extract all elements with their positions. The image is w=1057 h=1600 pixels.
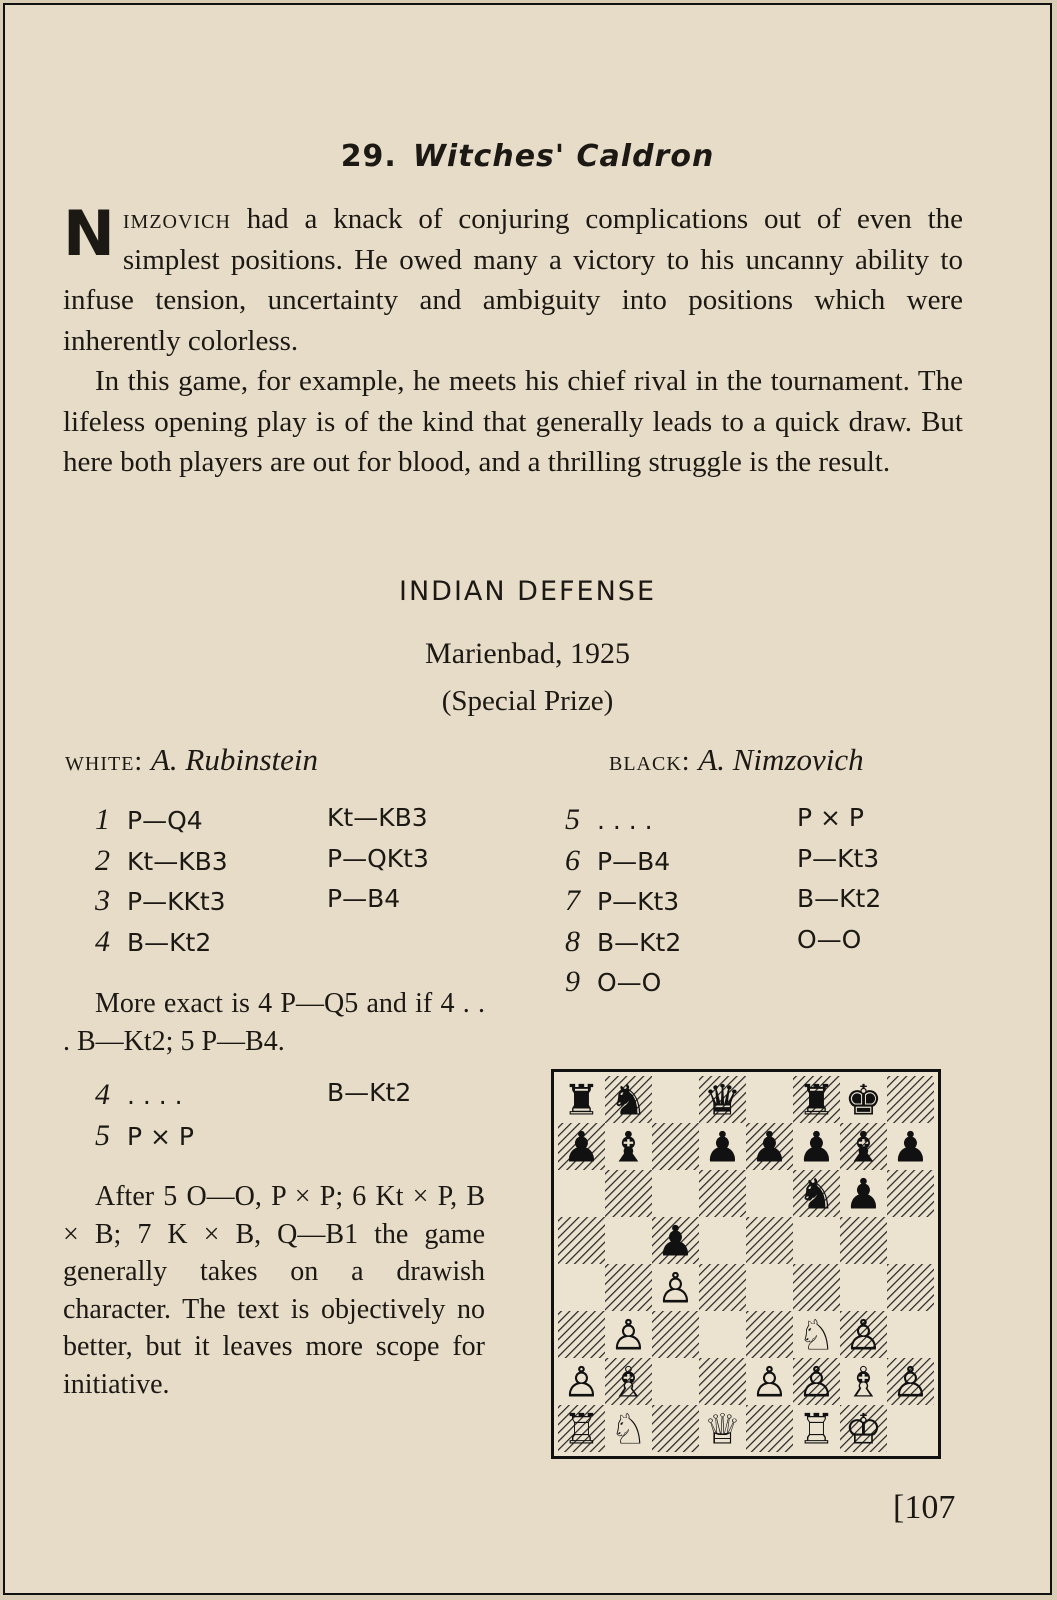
white-bishop-icon: ♗ [844, 1357, 883, 1407]
board-square [840, 1264, 887, 1311]
move-number: 1 [95, 803, 110, 836]
move-row [95, 925, 211, 965]
white-move: Kt—KB3 [127, 846, 228, 876]
white-player [65, 742, 318, 778]
book-page [3, 3, 1052, 1595]
move-number: 9 [565, 965, 580, 998]
black-move: B—Kt2 [797, 884, 882, 913]
move-row [565, 803, 864, 843]
black-label: black: [609, 746, 691, 777]
black-rook-icon: ♜ [797, 1076, 836, 1125]
board-square [746, 1264, 793, 1311]
black-bishop-icon: ♝ [609, 1122, 648, 1172]
black-pawn-icon: ♟ [750, 1122, 789, 1172]
white-label: white: [65, 746, 144, 777]
chapter-name: Witches' Caldron [412, 139, 715, 174]
venue: Marienbad, 1925 [425, 637, 630, 670]
note-move-4: More exact is 4 P—Q5 and if 4 . . . B—Kt2; 5 P—B4. [63, 988, 485, 1057]
black-knight-icon: ♞ [797, 1169, 836, 1219]
white-pawn-icon: ♙ [891, 1357, 930, 1407]
board-square [652, 1405, 699, 1452]
black-move: P—B4 [327, 884, 401, 913]
white-move: P—B4 [597, 846, 671, 876]
board-square [605, 1217, 652, 1264]
drop-cap: N [63, 197, 115, 270]
black-move: Kt—KB3 [327, 803, 428, 832]
white-move: P × P [127, 1121, 194, 1151]
move-row [565, 965, 661, 1005]
board-square [887, 1264, 934, 1311]
black-knight-icon: ♞ [609, 1076, 648, 1125]
white-pawn-icon: ♙ [750, 1357, 789, 1407]
white-move: P—Kt3 [597, 887, 680, 916]
white-pawn-icon: ♙ [656, 1263, 695, 1313]
board-square [652, 1311, 699, 1358]
board-square [699, 1170, 746, 1217]
move-number: 8 [565, 924, 580, 958]
note-move-5: After 5 O—O, P × P; 6 Kt × P, B × B; 7 K × B, Q—B1 the game generally takes on a drawish character. The text is objectively no better, but it leaves more scope for initiative. [63, 1181, 485, 1400]
black-pawn-icon: ♟ [797, 1122, 836, 1172]
page-number: [107 [893, 1489, 956, 1526]
move-number: 5 [565, 803, 580, 836]
white-bishop-icon: ♗ [609, 1357, 648, 1407]
board-square [558, 1170, 605, 1217]
board-square [605, 1264, 652, 1311]
board-square [887, 1170, 934, 1217]
white-move: B—Kt2 [127, 927, 212, 957]
board-square [652, 1076, 699, 1123]
board-square [699, 1311, 746, 1358]
board-square [699, 1264, 746, 1311]
board-square [887, 1217, 934, 1264]
black-pawn-icon: ♟ [703, 1122, 742, 1172]
intro-paragraph [63, 199, 963, 361]
move-row [565, 884, 882, 924]
board-square [699, 1358, 746, 1405]
black-bishop-icon: ♝ [844, 1122, 883, 1172]
move-number: 7 [565, 884, 580, 917]
prize: (Special Prize) [441, 685, 614, 717]
board-square [652, 1358, 699, 1405]
board-square [887, 1311, 934, 1358]
white-rook-icon: ♖ [562, 1404, 601, 1452]
white-queen-icon: ♕ [703, 1404, 742, 1452]
board-square [558, 1264, 605, 1311]
black-move: P—QKt3 [327, 843, 429, 873]
move-row [565, 843, 880, 884]
opening-name: INDIAN DEFENSE [399, 576, 656, 607]
move-number: 2 [95, 843, 110, 877]
white-move: . . . . [597, 806, 653, 835]
chess-diagram [551, 1069, 941, 1459]
black-move: B—Kt2 [327, 1078, 412, 1107]
chapter-number: 29. [340, 139, 397, 174]
white-knight-icon: ♘ [609, 1404, 648, 1452]
white-move: B—Kt2 [597, 927, 682, 957]
board-square [793, 1217, 840, 1264]
white-knight-icon: ♘ [797, 1310, 836, 1360]
move-number: 4 [95, 1078, 110, 1111]
second-paragraph: In this game, for example, he meets his chief rival in the tournament. The lifeless opening play is of the kind that generally leads to a quick draw. But here both players are out for blood, and a thrilling struggle is the result. [63, 365, 963, 479]
black-rook-icon: ♜ [562, 1076, 601, 1125]
black-king-icon: ♚ [844, 1076, 883, 1125]
black-pawn-icon: ♟ [891, 1122, 930, 1172]
board-square [793, 1264, 840, 1311]
white-move: P—Q4 [127, 806, 203, 835]
intro-smallcaps: imzovich [122, 203, 231, 235]
black-pawn-icon: ♟ [562, 1122, 601, 1172]
black-pawn-icon: ♟ [844, 1169, 883, 1219]
black-move: P × P [797, 803, 864, 832]
move-number: 3 [95, 884, 110, 917]
white-pawn-icon: ♙ [844, 1310, 883, 1360]
black-player [609, 742, 864, 778]
move-number: 4 [95, 924, 110, 958]
black-move: P—Kt3 [797, 843, 880, 873]
black-move: O—O [797, 924, 862, 954]
move-number: 6 [565, 843, 580, 877]
white-pawn-icon: ♙ [797, 1357, 836, 1407]
board-square [887, 1405, 934, 1452]
board-square [605, 1170, 652, 1217]
board-square [746, 1311, 793, 1358]
move-row [95, 803, 428, 843]
white-name: A. Rubinstein [150, 742, 318, 777]
move-row [95, 843, 429, 884]
black-name: A. Nimzovich [698, 742, 864, 777]
move-number: 5 [95, 1118, 110, 1152]
chess-board [558, 1076, 934, 1452]
board-square [652, 1123, 699, 1170]
board-square [652, 1170, 699, 1217]
move-row [95, 1119, 194, 1159]
intro-text: had a knack of conjuring complications out of even the simplest positions. He owed many a victory to his uncanny ability to infuse tension, uncertainty and ambiguity into positions which were inherently colorless. [63, 203, 963, 357]
board-square [887, 1076, 934, 1123]
board-square [558, 1311, 605, 1358]
board-square [746, 1170, 793, 1217]
board-square [699, 1217, 746, 1264]
white-rook-icon: ♖ [797, 1404, 836, 1452]
move-row [95, 884, 401, 924]
white-pawn-icon: ♙ [609, 1310, 648, 1360]
black-queen-icon: ♛ [703, 1076, 742, 1125]
move-row [95, 1078, 412, 1118]
board-square [840, 1217, 887, 1264]
white-pawn-icon: ♙ [562, 1357, 601, 1407]
board-square [746, 1076, 793, 1123]
white-move: O—O [597, 968, 662, 997]
board-square [746, 1217, 793, 1264]
white-king-icon: ♔ [844, 1404, 883, 1452]
board-square [558, 1217, 605, 1264]
move-row [565, 924, 862, 965]
chapter-title [5, 139, 1050, 174]
board-square [746, 1405, 793, 1452]
white-move: . . . . [127, 1081, 183, 1110]
white-move: P—KKt3 [127, 887, 226, 916]
black-pawn-icon: ♟ [656, 1216, 695, 1266]
